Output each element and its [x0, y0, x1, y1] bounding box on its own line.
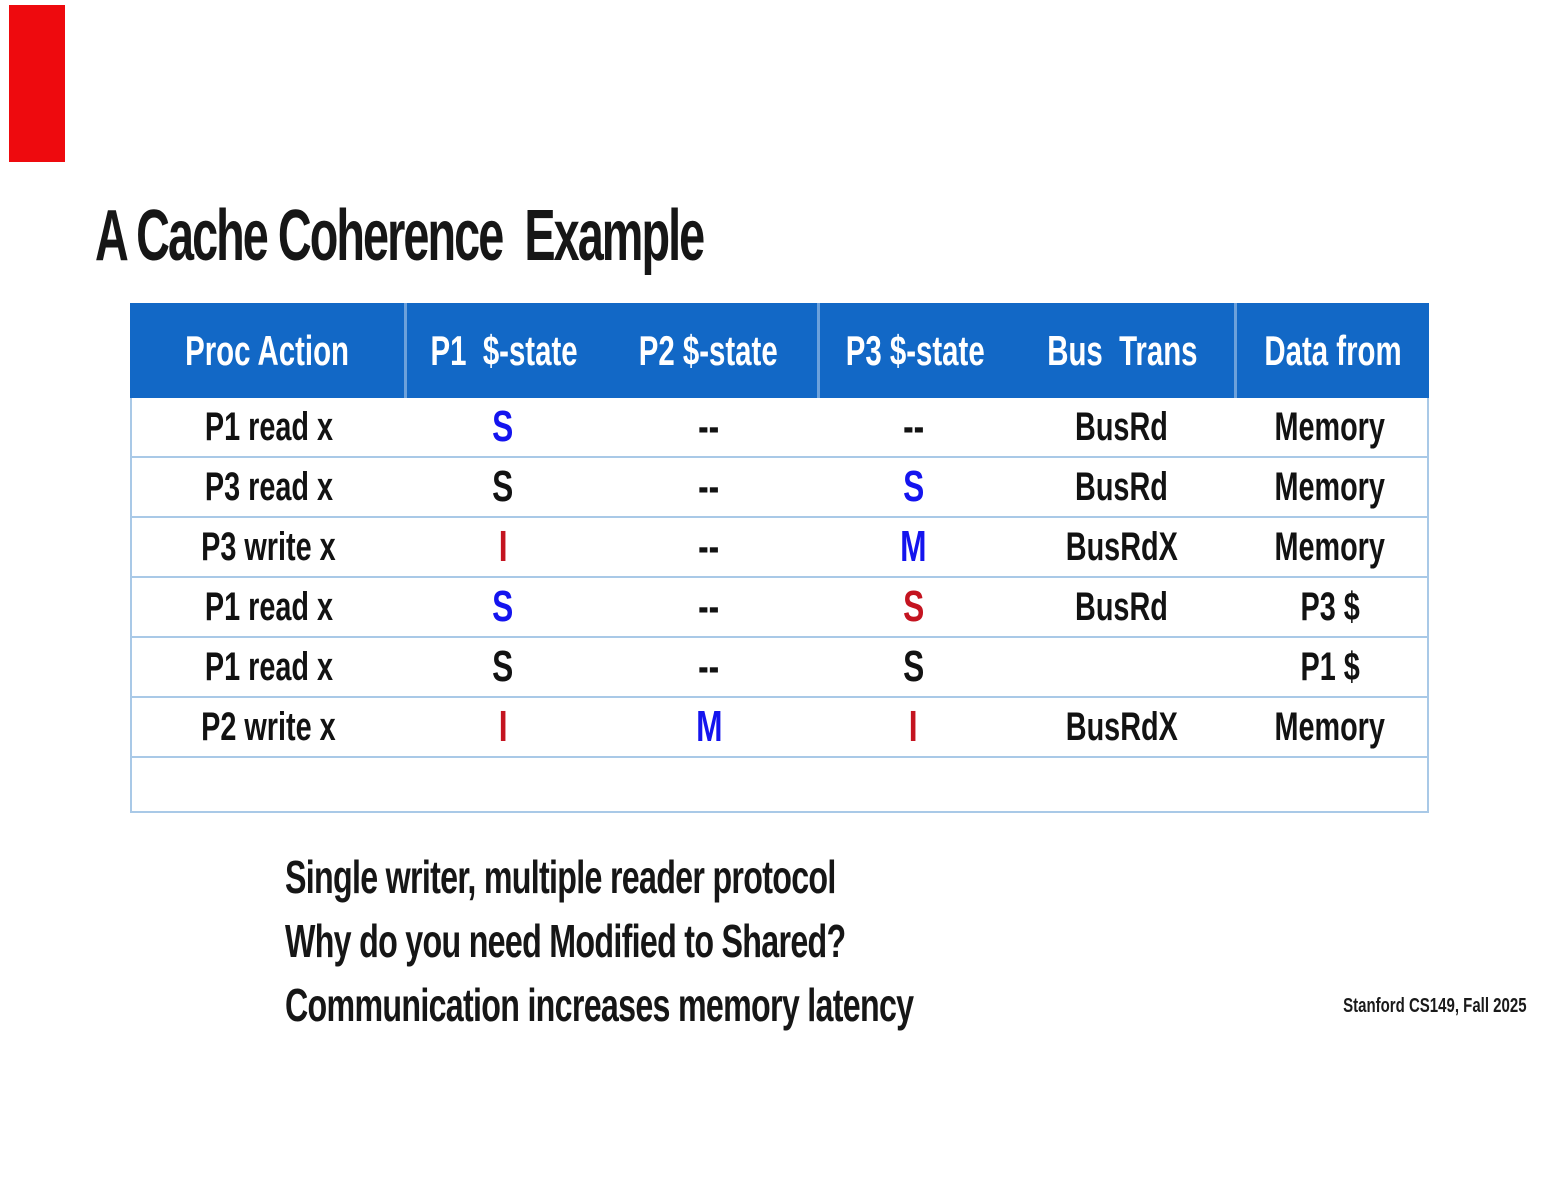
- table-row: [132, 398, 1427, 458]
- cell-text: S: [492, 402, 514, 451]
- cell-text: M: [695, 702, 723, 751]
- table-row: [132, 638, 1427, 698]
- proc-action-cell: [132, 458, 405, 516]
- cell-text: P3 $: [1300, 584, 1360, 629]
- bus-trans-cell: [1010, 698, 1233, 756]
- state-cell: [817, 518, 1010, 576]
- cell-text: S: [902, 462, 925, 511]
- data-from-cell: [1233, 578, 1427, 636]
- cell-text: S: [492, 462, 514, 511]
- cell-text: Memory: [1274, 404, 1386, 449]
- cell-text: BusRdX: [1065, 704, 1178, 749]
- state-cell: [817, 398, 1010, 456]
- cell-text: Memory: [1274, 704, 1386, 749]
- state-cell: [817, 638, 1010, 696]
- cell-text: Memory: [1274, 464, 1386, 509]
- data-from-cell: [1233, 458, 1427, 516]
- bus-trans-cell: [1010, 578, 1233, 636]
- bus-trans-cell: [1010, 638, 1233, 696]
- column-header: [404, 303, 600, 398]
- cell-text: M: [900, 522, 927, 571]
- cell-text: S: [902, 642, 925, 691]
- cell-text: P2 write x: [201, 704, 336, 749]
- proc-action-cell: [132, 698, 405, 756]
- table-row: [132, 578, 1427, 638]
- note-line: Communication increases memory latency: [285, 979, 914, 1031]
- table-body: [130, 398, 1429, 813]
- note-line: Single writer, multiple reader protocol: [285, 851, 836, 903]
- column-header: [1234, 303, 1429, 398]
- cell-text: --: [698, 522, 720, 571]
- proc-action-cell: [132, 578, 405, 636]
- cell-text: BusRd: [1074, 404, 1168, 449]
- state-cell: [601, 758, 817, 811]
- note-line: Why do you need Modified to Shared?: [285, 915, 846, 967]
- cache-coherence-table: [130, 303, 1429, 813]
- table-row: [132, 458, 1427, 518]
- table-row: [132, 518, 1427, 578]
- cell-text: P3 write x: [201, 524, 336, 569]
- cell-text: BusRd: [1074, 584, 1168, 629]
- table-header-row: [130, 303, 1429, 398]
- state-cell: [601, 458, 817, 516]
- state-cell: [601, 518, 817, 576]
- cell-text: --: [698, 642, 720, 691]
- cell-text: --: [698, 582, 720, 631]
- bus-trans-cell: [1010, 398, 1233, 456]
- cell-text: S: [902, 582, 925, 631]
- column-header-label: Proc Action: [185, 326, 349, 374]
- bus-trans-cell: [1010, 458, 1233, 516]
- data-from-cell: [1233, 758, 1427, 811]
- state-cell: [817, 698, 1010, 756]
- state-cell: [405, 578, 601, 636]
- cell-text: S: [492, 642, 514, 691]
- cell-text: BusRdX: [1065, 524, 1178, 569]
- proc-action-cell: [132, 518, 405, 576]
- column-header-label: P3 $-state: [845, 326, 985, 374]
- cell-text: I: [909, 702, 918, 751]
- column-header-label: P2 $-state: [639, 326, 779, 374]
- cell-text: BusRd: [1074, 464, 1168, 509]
- bus-trans-cell: [1010, 518, 1233, 576]
- cell-text: P1 read x: [204, 644, 333, 689]
- proc-action-cell: [132, 398, 405, 456]
- column-header: [817, 303, 1011, 398]
- column-header: [130, 303, 404, 398]
- cell-text: --: [698, 462, 720, 511]
- column-header-label: P1 $-state: [430, 326, 578, 374]
- table-row-empty: [132, 758, 1427, 811]
- data-from-cell: [1233, 638, 1427, 696]
- table-row: [132, 698, 1427, 758]
- cell-text: Memory: [1274, 524, 1386, 569]
- state-cell: [405, 638, 601, 696]
- state-cell: [405, 758, 601, 811]
- state-cell: [405, 518, 601, 576]
- column-header: [1011, 303, 1234, 398]
- cell-text: I: [498, 522, 508, 571]
- state-cell: [405, 698, 601, 756]
- cell-text: P1 read x: [204, 584, 333, 629]
- cell-text: P1 $: [1300, 644, 1360, 689]
- state-cell: [601, 578, 817, 636]
- column-header: [600, 303, 817, 398]
- column-header-label: Data from: [1264, 326, 1402, 374]
- slide-footer: Stanford CS149, Fall 2025: [1343, 995, 1527, 1017]
- proc-action-cell: [132, 758, 405, 811]
- state-cell: [405, 458, 601, 516]
- state-cell: [817, 458, 1010, 516]
- state-cell: [817, 758, 1010, 811]
- state-cell: [817, 578, 1010, 636]
- state-cell: [601, 398, 817, 456]
- state-cell: [601, 638, 817, 696]
- cell-text: --: [902, 402, 925, 451]
- cell-text: I: [498, 702, 508, 751]
- notes-block: [285, 845, 913, 1037]
- proc-action-cell: [132, 638, 405, 696]
- cell-text: S: [492, 582, 514, 631]
- data-from-cell: [1233, 698, 1427, 756]
- data-from-cell: [1233, 518, 1427, 576]
- data-from-cell: [1233, 398, 1427, 456]
- cell-text: P3 read x: [204, 464, 333, 509]
- state-cell: [601, 698, 817, 756]
- slide-title: A Cache Coherence Example: [95, 196, 704, 276]
- cell-text: --: [698, 402, 720, 451]
- state-cell: [405, 398, 601, 456]
- bus-trans-cell: [1010, 758, 1233, 811]
- cell-text: P1 read x: [204, 404, 333, 449]
- red-accent-bar: [9, 5, 65, 162]
- column-header-label: Bus Trans: [1047, 326, 1198, 374]
